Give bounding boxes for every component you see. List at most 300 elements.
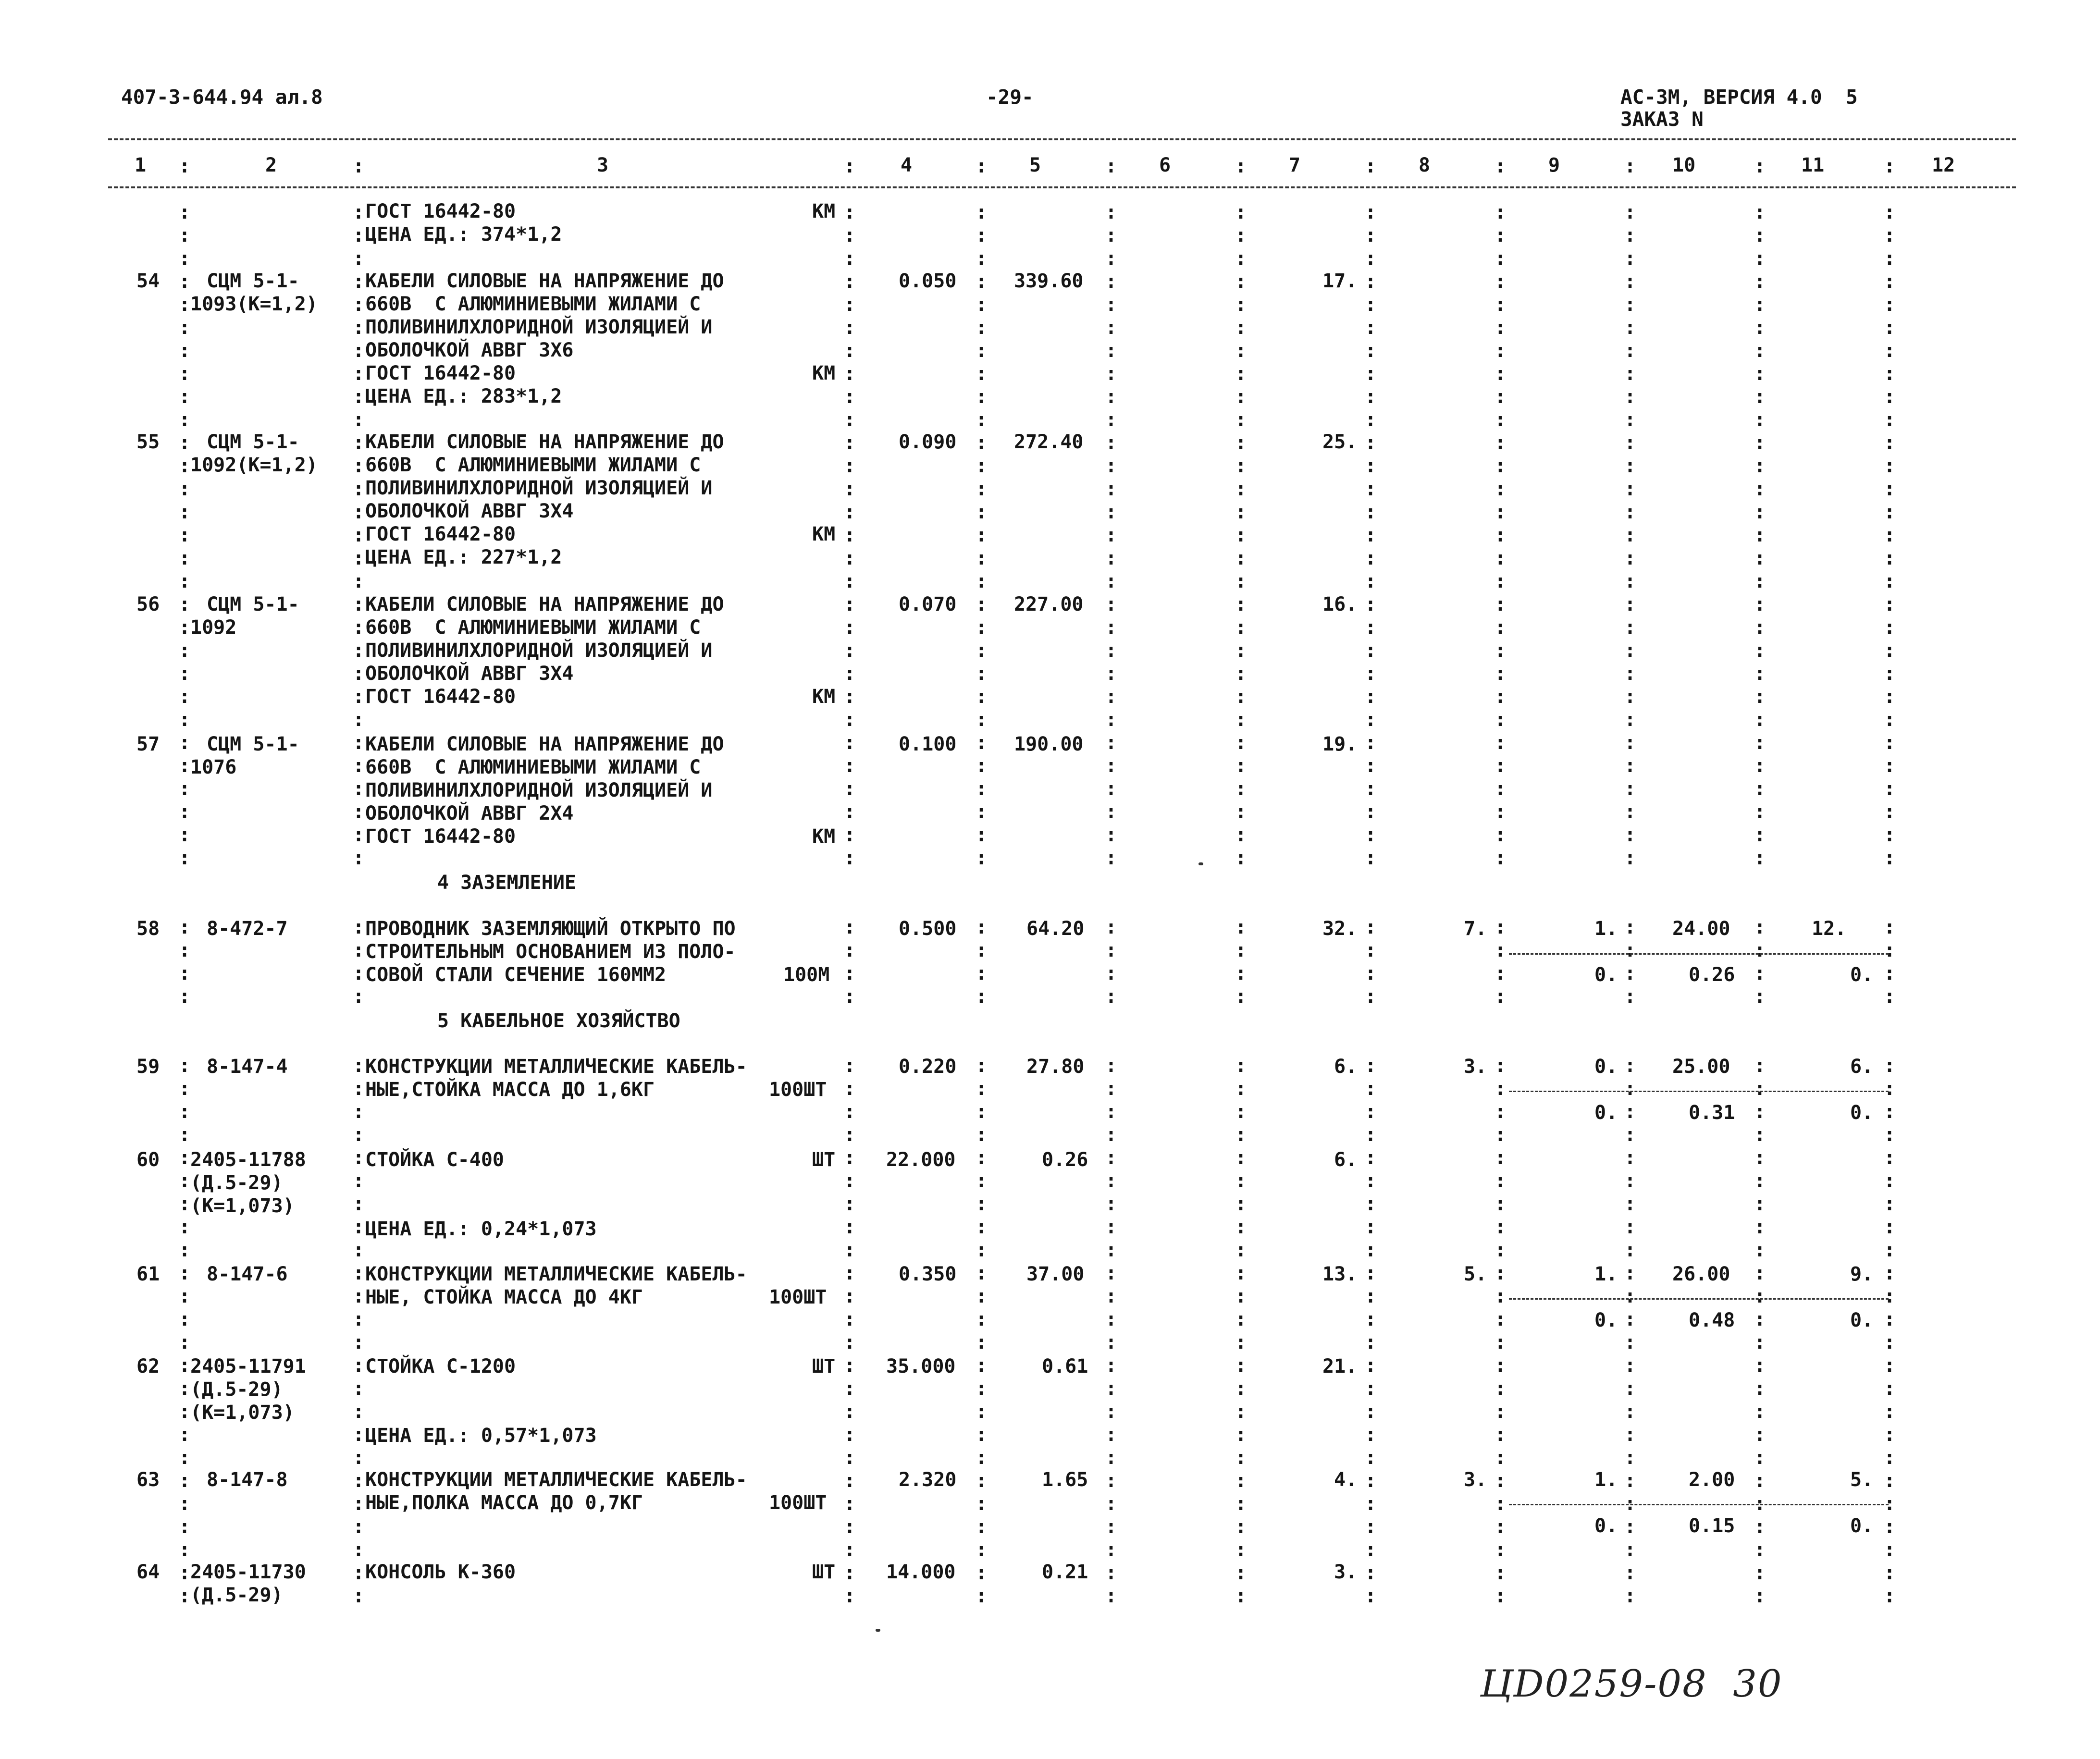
column-separator: : [844,547,856,569]
column-separator: : [976,755,988,777]
column-separator: : [1624,155,1636,177]
column-separator: : [353,1424,365,1446]
column-separator: : [1624,939,1636,961]
column-separator: : [844,1262,856,1284]
column-separator: : [1235,593,1247,615]
row-c10: 24.00 [1672,918,1730,940]
row-unit: ШТ [812,1355,836,1378]
row-code: (К=1,073) [190,1402,295,1424]
rule-top [108,138,2016,140]
column-separator: : [1105,1447,1117,1469]
column-separator: : [1105,1470,1117,1492]
column-separator: : [353,1539,365,1561]
column-separator: : [1624,1585,1636,1607]
column-separator: : [179,524,191,546]
row-unit: КМ [812,362,836,384]
column-separator: : [1365,1147,1377,1169]
column-separator: : [353,709,365,731]
column-separator: : [353,271,365,293]
row-c5: 272.40 [1014,431,1084,453]
row-c4: 14.000 [886,1561,956,1583]
row-c10: 25.00 [1672,1056,1730,1078]
column-separator: : [1105,1193,1117,1215]
column-separator: : [1365,1424,1377,1446]
column-separator: : [1365,916,1377,938]
column-separator: : [844,616,856,639]
column-separator: : [1884,1585,1896,1607]
column-separator: : [353,778,365,800]
sub-rule [1509,1091,1889,1092]
column-separator: : [844,1516,856,1538]
column-separator: : [1754,1262,1766,1284]
row-c9: 0. [1594,1056,1618,1078]
column-separator: : [1624,1354,1636,1377]
row-code: 1076 [190,756,237,778]
row-c4: 22.000 [886,1149,956,1171]
row-code: (Д.5-29) [190,1172,283,1194]
column-separator: : [976,593,988,615]
row-unit: КМ [812,825,836,848]
column-separator: : [1624,1493,1636,1515]
row-unit: ШТ [812,1561,836,1583]
column-separator: : [353,1308,365,1330]
column-separator: : [179,824,191,846]
column-separator: : [1495,1585,1507,1607]
column-separator: : [179,709,191,731]
row-unit: 100ШТ [769,1286,827,1308]
row-code: 1093(К=1,2) [190,293,318,315]
row-c7: 3. [1334,1561,1358,1583]
column-separator: : [1105,1124,1117,1146]
column-separator: : [1235,962,1247,984]
column-separator: : [1365,386,1377,408]
column-separator: : [1884,247,1896,270]
row-desc: ОБОЛОЧКОЙ АВВГ 2Х4 [365,802,574,824]
column-separator: : [844,1585,856,1607]
column-separator: : [179,155,191,177]
row-c7: 6. [1334,1149,1358,1171]
column-separator: : [844,939,856,961]
column-separator: : [1105,916,1117,938]
column-separator: : [1624,386,1636,408]
column-separator: : [1754,1216,1766,1238]
column-separator: : [1624,1539,1636,1561]
column-separator: : [1495,939,1507,961]
row-c9-sub: 0. [1594,1515,1618,1537]
column-separator: : [1105,709,1117,731]
column-separator: : [976,1516,988,1538]
column-separator: : [844,1078,856,1100]
rule-header-bottom [108,186,2016,188]
column-separator: : [179,1147,191,1169]
column-separator: : [1105,1101,1117,1123]
column-separator: : [1884,663,1896,685]
column-separator: : [844,778,856,800]
column-separator: : [976,1308,988,1330]
col-10: 10 [1672,154,1696,176]
column-separator: : [1105,501,1117,523]
column-separator: : [1754,201,1766,223]
column-separator: : [1754,1516,1766,1538]
column-separator: : [844,155,856,177]
column-separator: : [844,432,856,454]
column-separator: : [976,916,988,938]
column-separator: : [1235,1378,1247,1400]
column-separator: : [1624,1193,1636,1215]
column-separator: : [1235,1585,1247,1607]
column-separator: : [1624,432,1636,454]
column-separator: : [353,340,365,362]
column-separator: : [1235,386,1247,408]
column-separator: : [1495,155,1507,177]
row-code: 2405-11791 [190,1355,306,1378]
column-separator: : [1495,294,1507,316]
column-separator: : [1624,847,1636,869]
column-separator: : [353,1354,365,1377]
column-separator: : [1105,1170,1117,1192]
column-separator: : [1884,732,1896,754]
column-separator: : [844,1055,856,1077]
row-c5: 0.26 [1042,1149,1088,1171]
column-separator: : [179,1239,191,1261]
column-separator: : [1754,386,1766,408]
column-separator: : [1754,616,1766,639]
column-separator: : [1365,778,1377,800]
column-separator: : [1624,1308,1636,1330]
column-separator: : [1754,1354,1766,1377]
column-separator: : [844,1285,856,1307]
column-separator: : [844,1170,856,1192]
row-number: 61 [136,1263,160,1285]
column-separator: : [1624,824,1636,846]
row-c4: 35.000 [886,1355,956,1378]
column-separator: : [1884,1193,1896,1215]
column-separator: : [1884,1331,1896,1353]
column-separator: : [1754,663,1766,685]
column-separator: : [179,755,191,777]
column-separator: : [1495,801,1507,823]
row-c5: 64.20 [1026,918,1085,940]
column-separator: : [1365,1308,1377,1330]
column-separator: : [353,1078,365,1100]
row-c11: 9. [1850,1263,1874,1285]
column-separator: : [1235,1470,1247,1492]
column-separator: : [1624,686,1636,708]
column-separator: : [1495,340,1507,362]
column-separator: : [353,916,365,938]
column-separator: : [1235,201,1247,223]
column-separator: : [1495,547,1507,569]
column-separator: : [1884,547,1896,569]
column-separator: : [1235,524,1247,546]
column-separator: : [353,247,365,270]
column-separator: : [976,432,988,454]
column-separator: : [844,1470,856,1492]
row-desc: КОНСТРУКЦИИ МЕТАЛЛИЧЕСКИЕ КАБЕЛЬ- [365,1469,747,1491]
column-separator: : [1884,1147,1896,1169]
column-separator: : [1754,1147,1766,1169]
column-separator: : [1884,1308,1896,1330]
row-desc: КОНСТРУКЦИИ МЕТАЛЛИЧЕСКИЕ КАБЕЛЬ- [365,1263,747,1285]
column-separator: : [1365,1378,1377,1400]
column-separator: : [976,1147,988,1169]
row-c10-sub: 0.48 [1689,1309,1735,1331]
row-c4: 0.350 [899,1263,957,1285]
column-separator: : [844,455,856,477]
column-separator: : [1624,340,1636,362]
column-separator: : [1105,478,1117,500]
column-separator: : [844,340,856,362]
column-separator: : [1884,1101,1896,1123]
column-separator: : [1235,1147,1247,1169]
column-separator: : [179,1585,191,1607]
row-c7: 19. [1322,733,1358,755]
column-separator: : [1105,1401,1117,1423]
column-separator: : [1495,824,1507,846]
column-separator: : [1235,1354,1247,1377]
column-separator: : [179,593,191,615]
column-separator: : [976,640,988,662]
column-separator: : [976,547,988,569]
row-desc: ГОСТ 16442-80 [365,825,516,848]
order-label: ЗАКАЗ N [1620,108,1704,131]
column-separator: : [179,317,191,339]
column-separator: : [179,294,191,316]
col-8: 8 [1419,154,1431,176]
column-separator: : [353,663,365,685]
col-9: 9 [1548,154,1560,176]
column-separator: : [353,593,365,615]
column-separator: : [1495,570,1507,592]
column-separator: : [1624,616,1636,639]
row-desc: ПОЛИВИНИЛХЛОРИДНОЙ ИЗОЛЯЦИЕЙ И [365,640,713,662]
row-desc: ГОСТ 16442-80 [365,362,516,384]
row-c7: 6. [1334,1056,1358,1078]
column-separator: : [353,1470,365,1492]
column-separator: : [1105,1239,1117,1261]
row-desc: КОНСОЛЬ К-360 [365,1561,516,1583]
column-separator: : [353,224,365,246]
column-separator: : [1235,1078,1247,1100]
row-c11-sub: 0. [1850,964,1874,986]
column-separator: : [1365,1331,1377,1353]
column-separator: : [353,824,365,846]
column-separator: : [844,732,856,754]
column-separator: : [1624,709,1636,731]
column-separator: : [1105,155,1117,177]
column-separator: : [1105,1516,1117,1538]
col-7: 7 [1289,154,1301,176]
column-separator: : [1235,709,1247,731]
column-separator: : [844,294,856,316]
column-separator: : [1754,478,1766,500]
column-separator: : [353,1516,365,1538]
column-separator: : [976,939,988,961]
column-separator: : [1235,1516,1247,1538]
row-c11: 6. [1850,1056,1874,1078]
row-c8: 3. [1464,1056,1487,1078]
column-separator: : [1365,432,1377,454]
column-separator: : [1754,1539,1766,1561]
row-number: 64 [136,1561,160,1583]
column-separator: : [353,616,365,639]
column-separator: : [1495,386,1507,408]
row-c4: 0.220 [899,1056,957,1078]
column-separator: : [1884,640,1896,662]
column-separator: : [1884,317,1896,339]
column-separator: : [1105,455,1117,477]
column-separator: : [179,363,191,385]
col-11: 11 [1801,154,1825,176]
column-separator: : [844,1401,856,1423]
column-separator: : [179,962,191,984]
column-separator: : [1884,409,1896,431]
column-separator: : [1495,1193,1507,1215]
column-separator: : [1754,755,1766,777]
column-separator: : [1365,939,1377,961]
column-separator: : [353,732,365,754]
column-separator: : [976,155,988,177]
column-separator: : [1365,1216,1377,1238]
column-separator: : [1105,593,1117,615]
column-separator: : [1884,801,1896,823]
column-separator: : [976,1562,988,1584]
column-separator: : [1365,985,1377,1008]
column-separator: : [179,663,191,685]
column-separator: : [1754,1470,1766,1492]
column-separator: : [179,732,191,754]
col-6: 6 [1159,154,1171,176]
column-separator: : [1884,709,1896,731]
column-separator: : [179,570,191,592]
row-desc: НЫЕ,ПОЛКА МАССА ДО 0,7КГ [365,1492,643,1514]
column-separator: : [1365,686,1377,708]
column-separator: : [353,801,365,823]
column-separator: : [1495,1401,1507,1423]
column-separator: : [353,547,365,569]
column-separator: : [976,201,988,223]
column-separator: : [1495,1216,1507,1238]
column-separator: : [1365,962,1377,984]
column-separator: : [844,1562,856,1584]
column-separator: : [1624,1516,1636,1538]
column-separator: : [179,1516,191,1538]
column-separator: : [1235,363,1247,385]
column-separator: : [353,317,365,339]
column-separator: : [1624,271,1636,293]
scan-speck [1198,862,1203,865]
column-separator: : [1495,985,1507,1008]
row-unit: КМ [812,523,836,545]
row-c4: 0.050 [899,270,957,292]
column-separator: : [1235,1262,1247,1284]
column-separator: : [1495,709,1507,731]
column-separator: : [976,801,988,823]
column-separator: : [1235,847,1247,869]
column-separator: : [179,340,191,362]
column-separator: : [1884,1078,1896,1100]
column-separator: : [1235,1331,1247,1353]
row-desc: 660В С АЛЮМИНИЕВЫМИ ЖИЛАМИ С [365,293,701,315]
column-separator: : [844,1354,856,1377]
column-separator: : [1495,224,1507,246]
column-separator: : [976,1401,988,1423]
row-code: 1092 [190,616,237,639]
column-separator: : [353,1447,365,1469]
column-separator: : [1365,317,1377,339]
column-separator: : [1624,294,1636,316]
column-separator: : [179,640,191,662]
column-separator: : [179,455,191,477]
column-separator: : [1495,1308,1507,1330]
column-separator: : [1365,478,1377,500]
row-price: ЦЕНА ЕД.: 283*1,2 [365,385,562,407]
column-separator: : [1754,709,1766,731]
column-separator: : [1884,962,1896,984]
column-separator: : [1235,247,1247,270]
column-separator: : [1105,755,1117,777]
column-separator: : [1105,1539,1117,1561]
column-separator: : [179,1285,191,1307]
column-separator: : [179,224,191,246]
column-separator: : [1105,962,1117,984]
column-separator: : [1235,570,1247,592]
column-separator: : [1105,939,1117,961]
column-separator: : [1495,732,1507,754]
column-separator: : [179,1078,191,1100]
col-4: 4 [901,154,913,176]
col-1: 1 [135,154,147,176]
column-separator: : [1754,409,1766,431]
row-c5: 190.00 [1014,733,1084,755]
column-separator: : [844,501,856,523]
column-separator: : [1624,732,1636,754]
column-separator: : [976,663,988,685]
row-code: 8-147-8 [207,1469,288,1491]
column-separator: : [179,247,191,270]
row-c4: 0.500 [899,918,957,940]
column-separator: : [1105,1562,1117,1584]
row-c7: 21. [1322,1355,1358,1378]
column-separator: : [1235,432,1247,454]
row-c9-sub: 0. [1594,1309,1618,1331]
row-unit: 100М [783,964,830,986]
column-separator: : [976,985,988,1008]
column-separator: : [353,570,365,592]
column-separator: : [179,1562,191,1584]
column-separator: : [1884,570,1896,592]
column-separator: : [1754,455,1766,477]
column-separator: : [976,386,988,408]
row-desc: ОБОЛОЧКОЙ АВВГ 3Х4 [365,500,574,522]
column-separator: : [976,1447,988,1469]
column-separator: : [179,271,191,293]
column-separator: : [1624,1470,1636,1492]
column-separator: : [1495,1424,1507,1446]
column-separator: : [1754,294,1766,316]
intro-gost: ГОСТ 16442-80 [365,200,516,222]
column-separator: : [353,1193,365,1215]
column-separator: : [1235,317,1247,339]
column-separator: : [353,847,365,869]
column-separator: : [1624,570,1636,592]
row-c9: 1. [1594,1263,1618,1285]
column-separator: : [179,1447,191,1469]
column-separator: : [1365,801,1377,823]
column-separator: : [1235,1055,1247,1077]
column-separator: : [1624,547,1636,569]
column-separator: : [353,1216,365,1238]
